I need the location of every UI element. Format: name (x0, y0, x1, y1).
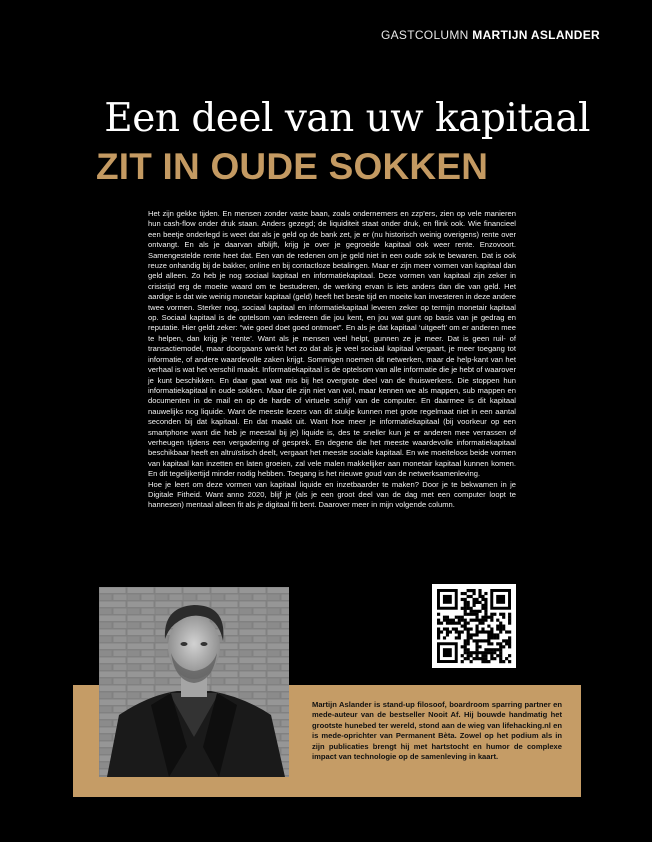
author-bio: Martijn Aslander is stand-up filosoof, boardroom sparring partner en mede-auteur van de bestseller Nooit Af. Hij bouwde handmatig het grootste hunebed ter wereld, stond aan de wieg van lifehacking.nl en is mede-oprichter van Permanent Bèta. Zowel op het podium als in zijn publicaties brengt hij met hartstocht en humor de complexe impact van technologie op de samenleving in kaart. (312, 700, 562, 762)
author-photo (99, 587, 289, 777)
article-body (148, 209, 516, 511)
qr-code-graphic (432, 584, 516, 668)
column-label: GASTCOLUMN (380, 28, 469, 42)
body-paragraph: Het zijn gekke tijden. En mensen zonder vaste baan, zoals ondernemers en zzp'ers, zien op vele manieren hun cash-flow onder druk staan. Anders gezegd; de liquiditeit staat onder druk, en flink ook. Wie financieel een beetje onderlegd is weet dat als je geld op de bank zet, je er (nu historisch weinig overigens) rente over ontvangt. En als je daarvan afblijft, krijg je over je gegroeide kapitaal ook weer rente. Enzovoort. Samengestelde rente heet dat. Een van de redenen om je geld niet in een oude sok te bewaren. Dat is ook reuze onhandig bij de bakker, online en bij contactloze betalingen. Maar er zijn meer vormen van kapitaal dan geld alleen. Zo heb je nog sociaal kapitaal en informatiekapitaal. Deze vormen van kapitaal zijn zeker in crisistijd erg de moeite waard om te bestuderen, de werking ervan is iets anders dan die van geld. Het aardige is dat wie weinig monetair kapitaal (geld) heeft het beste tijd en moeite kan investeren in deze andere twee vormen. Sterker nog, sociaal kapitaal en informatiekapitaal leveren zeker op termijn monetair kapitaal op. Sociaal kapitaal is de optelsom van iedereen die jou kent, en jou wat gunt op basis van je gedrag en reputatie. Hier geldt zeker: “wie goed doet goed ontmoet”. En als je dat kapitaal ‘uitgeeft’ om er anderen mee te helpen, dan krijg je ‘rente’. Want als je mensen veel helpt, gunnen ze je meer. Dat is geen ruil- of transactiemodel, maar doorgaans werkt het zo dat als je veel sociaal kapitaal vergaart, je meer toegang tot informatie, of andere waardevolle zaken krijgt. Sommigen noemen dit netwerken, maar de help-kant van het verhaal is wat het verschil maakt. Informatiekapitaal is de optelsom van alle informatie die je hebt of waarover je kunt beschikken. En daar gaat wat mis bij het overgrote deel van de thuiswerkers. Die stoppen hun informatiekapitaal in oude sokken. Maar die zijn niet van wol, maar kennen we als mappen, sub mappen en documenten in de mail en op de harde of virtuele schijf van de computer. En daarmee is dit kapitaal nauwelijks nog liquide. Want de meeste lezers van dit stukje kunnen met grote regelmaat niet in een aantal seconden bij dat kapitaal. En dat maakt uit. Want hoe meer je informatiekapitaal (bij voorkeur op een smartphone want die heb je meestal bij je) liquide is, des te sneller kun je er anderen mee verrassen of verheugen tijdens een vergadering of gesprek. En degene die het meeste waardevolle informatiekapitaal beschikbaar heeft en altruïstisch deelt, vergaart het meeste sociale kapitaal. En wie moeiteloos beide vormen van kapitaal kan inzetten en laten groeien, zal vele malen makkelijker aan monetair kapitaal kunnen komen. En dit tegelijkertijd minder nodig hebben. Toegang is het nieuwe goud van de netwerksamenleving. (148, 209, 516, 479)
body-paragraph: Hoe je leert om deze vormen van kapitaal liquide en inzetbaarder te maken? Door je te bekwamen in je Digitale Fitheid. Want anno 2020, blijf je (als je een groot deel van de dag met een computer loopt te hannesen) mentaal alleen fit als je digitaal fit bent. Daarover meer in mijn volgende column. (148, 479, 516, 510)
article-title-line1: Een deel van uw kapitaal (104, 96, 590, 141)
article-title-line2: ZIT IN OUDE SOKKEN (96, 146, 489, 187)
qr-code[interactable] (432, 584, 516, 668)
column-header (381, 28, 600, 42)
column-author: MARTIJN ASLANDER (472, 28, 600, 42)
